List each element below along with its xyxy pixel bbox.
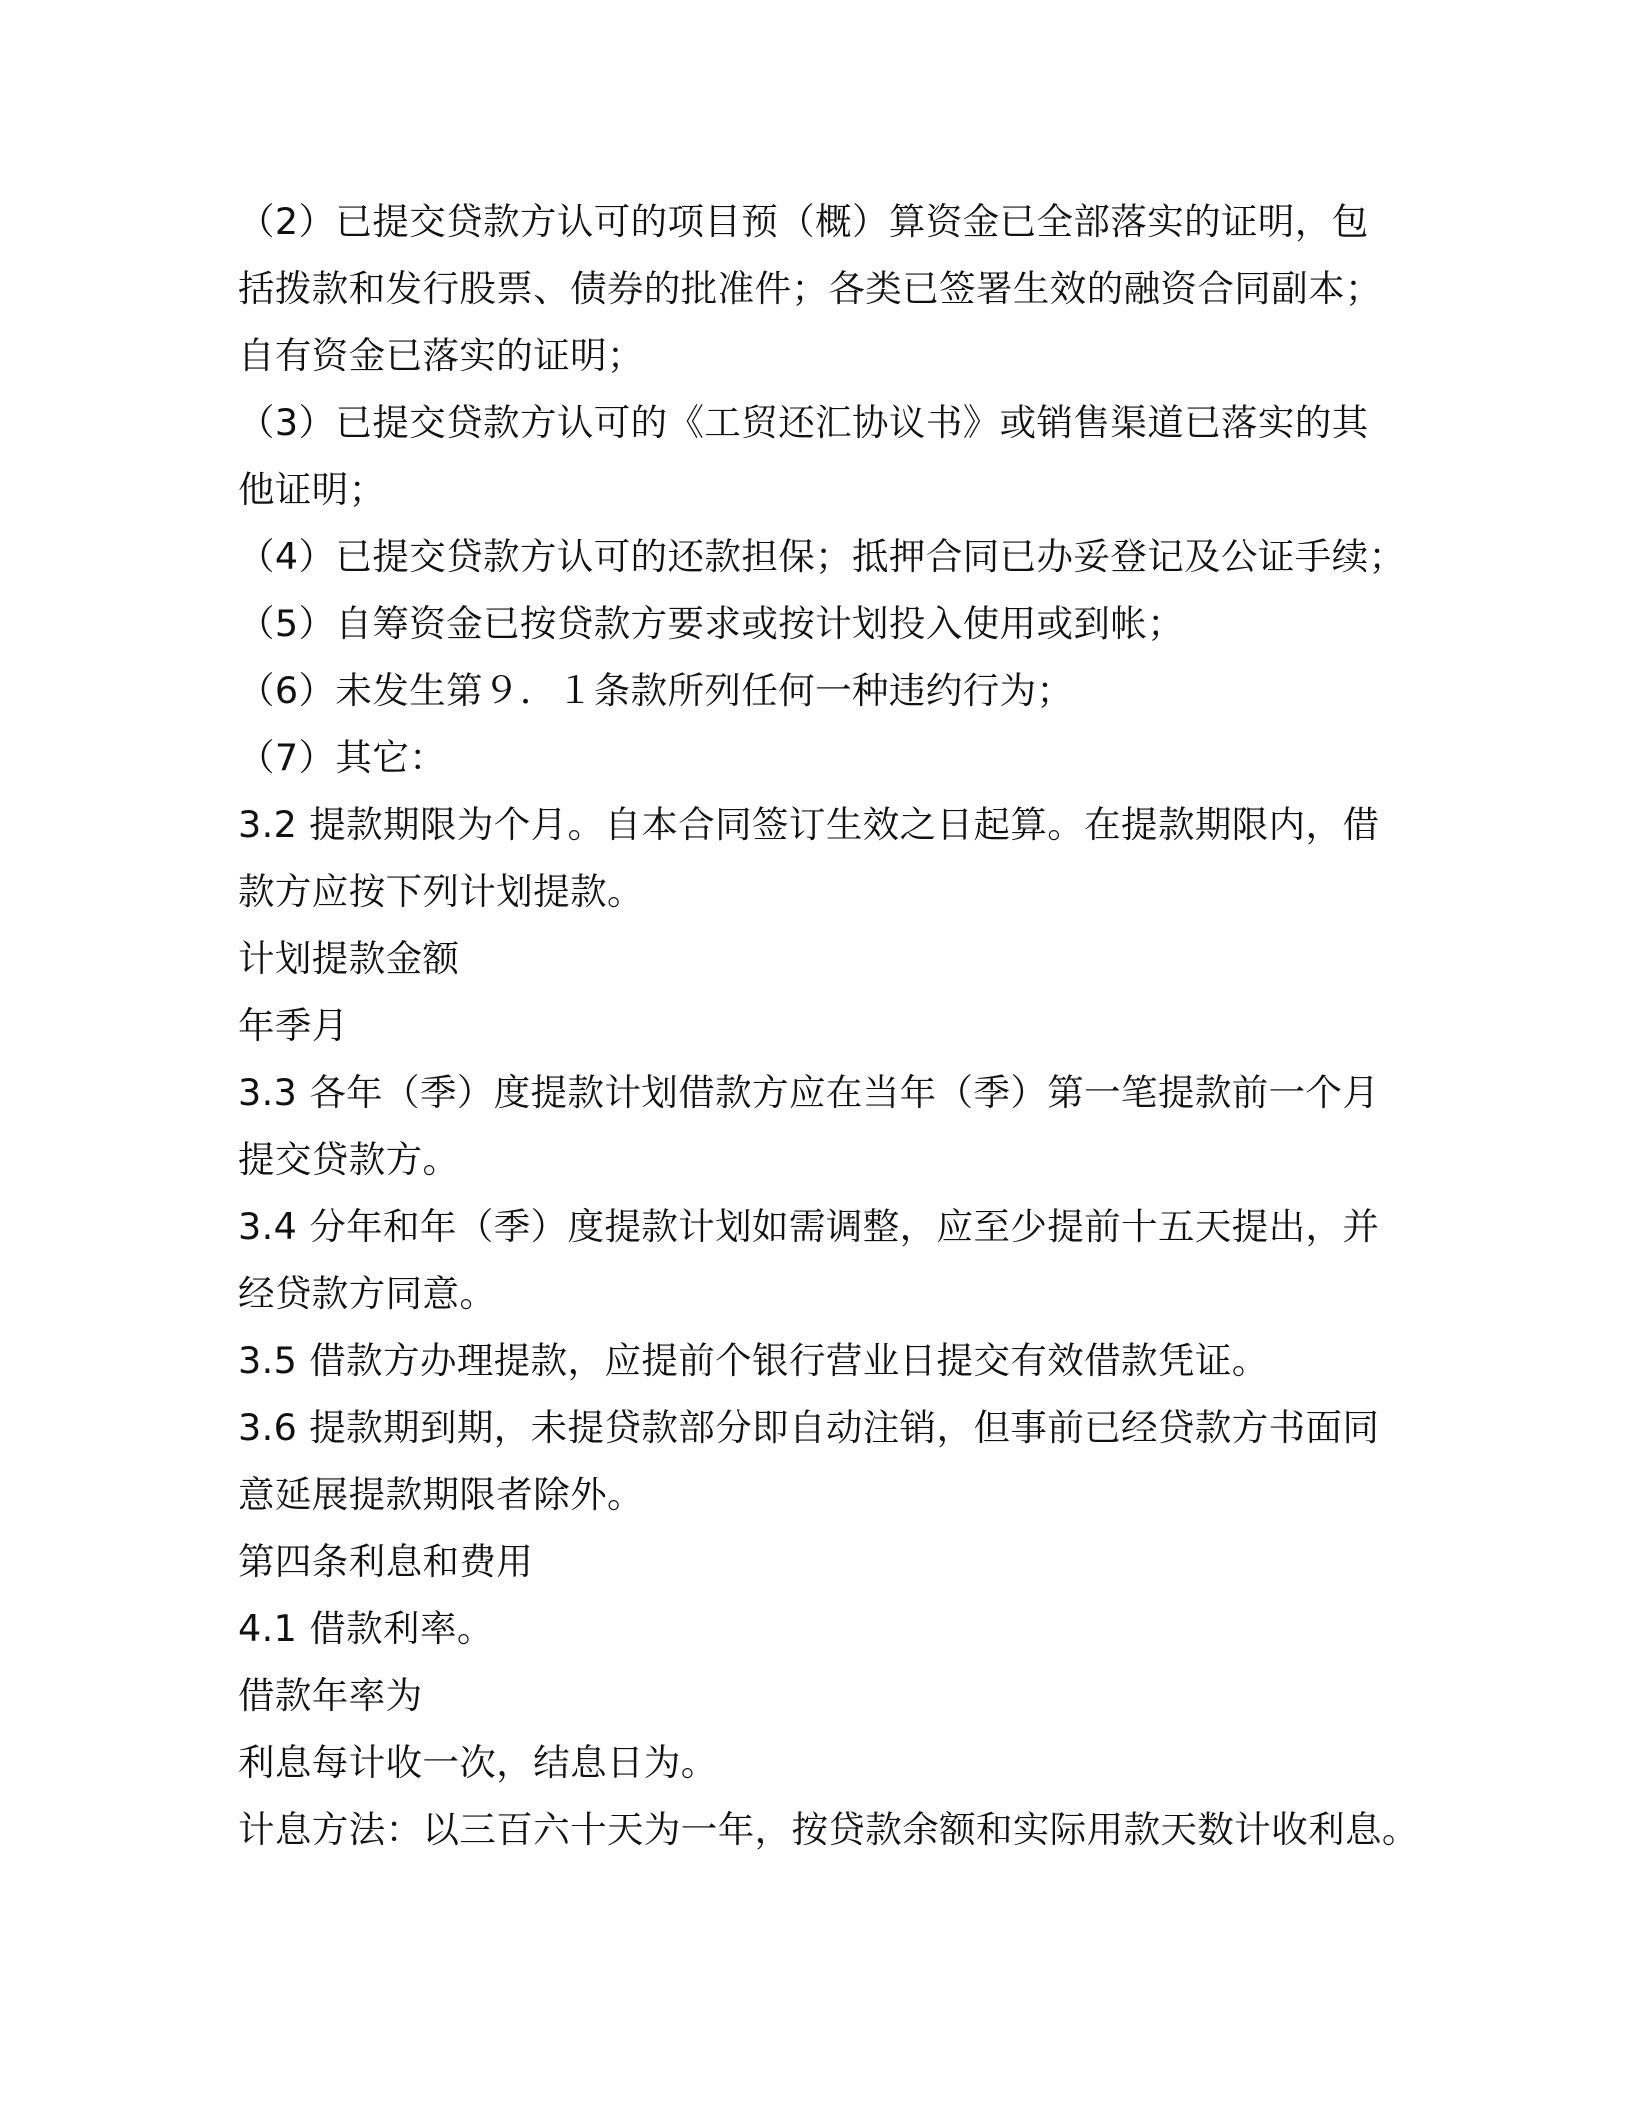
text-line: （3）已提交贷款方认可的《工贸还汇协议书》或销售渠道已落实的其 [238,401,1369,444]
text-line: 自有资金已落实的证明； [238,334,644,377]
text-line: （6）未发生第９．１条款所列任何一种违约行为； [238,669,1074,712]
text-line: 经贷款方同意。 [238,1272,497,1315]
text-line: 借款年率为 [238,1674,423,1717]
text-line: 4.1 借款利率。 [238,1607,494,1650]
text-line: 他证明； [238,468,386,511]
text-line: 括拨款和发行股票、债券的批准件；各类已签署生效的融资合同副本； [238,267,1382,310]
text-line: （4）已提交贷款方认可的还款担保；抵押合同已办妥登记及公证手续； [238,535,1406,578]
text-line: 款方应按下列计划提款。 [238,870,644,913]
text-line: 3.4 分年和年（季）度提款计划如需调整，应至少提前十五天提出，并 [238,1205,1380,1248]
text-line: 3.3 各年（季）度提款计划借款方应在当年（季）第一笔提款前一个月 [238,1071,1380,1114]
text-line: 利息每计收一次，结息日为。 [238,1741,718,1784]
text-line: （2）已提交贷款方认可的项目预（概）算资金已全部落实的证明，包 [238,200,1369,243]
text-line: 3.5 借款方办理提款，应提前个银行营业日提交有效借款凭证。 [238,1339,1269,1382]
document-body [238,188,1419,1863]
text-line: 意延展提款期限者除外。 [238,1473,644,1516]
text-line: 年季月 [238,1004,349,1047]
text-line: 3.6 提款期到期，未提贷款部分即自动注销，但事前已经贷款方书面同 [238,1406,1380,1449]
text-line: 3.2 提款期限为个月。自本合同签订生效之日起算。在提款期限内，借 [238,803,1380,846]
text-line: 计息方法：以三百六十天为一年，按贷款余额和实际用款天数计收利息。 [238,1808,1419,1851]
text-line: 提交贷款方。 [238,1138,460,1181]
text-line: 第四条利息和费用 [238,1540,534,1583]
text-line: 计划提款金额 [238,937,460,980]
text-line: （7）其它： [238,736,447,779]
text-line: （5）自筹资金已按贷款方要求或按计划投入使用或到帐； [238,602,1185,645]
